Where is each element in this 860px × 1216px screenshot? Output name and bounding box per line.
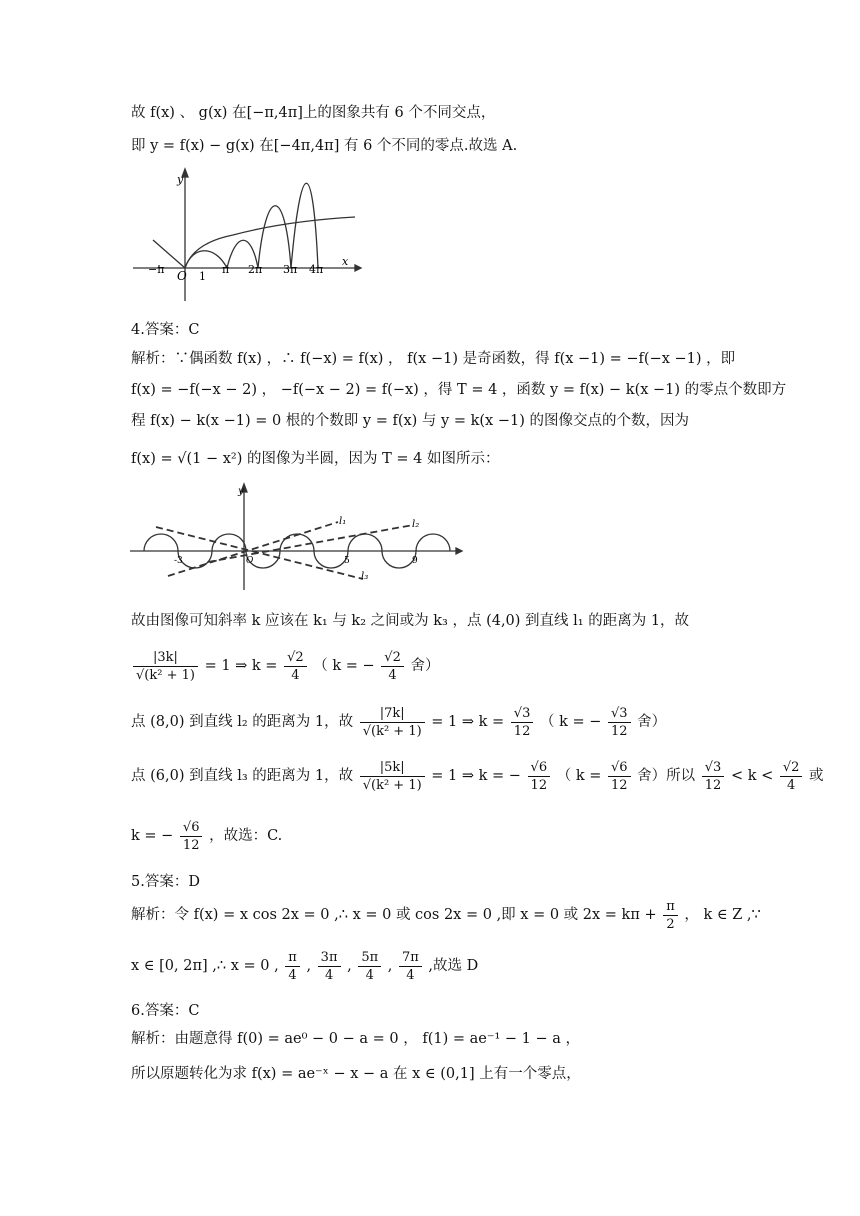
- fraction: $\frac{√2}{4}$: [284, 649, 307, 684]
- fig1-tick-1: 1: [199, 270, 206, 283]
- fig2-l3-label: l₃: [361, 571, 369, 582]
- fraction: $\frac{|7k|}{\text{√(k² + 1)}}$: [360, 705, 425, 740]
- fig2-tick-5: 5: [344, 556, 350, 566]
- fraction: $\frac{√6}{12}$: [528, 759, 551, 794]
- solution-5-line-1: 解析：令 f(x) = x cos 2x = 0 ,∴ x = 0 或 cos 2x = 0 ,即 x = 0 或 2x = kπ + $\frac{\pi}{2}$ ， k ∈ Z ,∵: [131, 898, 761, 932]
- fraction: $\frac{5\pi}{4}$: [358, 949, 381, 984]
- fraction: $\frac{√6}{12}$: [180, 819, 203, 854]
- solution-4-line-3: 程 f(x) − k(x −1) = 0 根的个数即 y = f(x) 与 y = k(x −1) 的图像交点的个数，因为: [131, 413, 689, 429]
- fig2-l2-label: l₂: [412, 519, 420, 530]
- fraction: $\frac{3\pi}{4}$: [318, 949, 341, 984]
- answer-6: 6.答案：C: [131, 1003, 200, 1019]
- fig1-tick-3pi: 3π: [283, 263, 298, 276]
- fraction: $\frac{|5k|}{\text{√(k² + 1)}}$: [360, 759, 425, 794]
- fig1-origin-label: O: [177, 269, 187, 283]
- fig2-origin: O: [246, 556, 254, 566]
- text-line-1: 故 f(x) 、 g(x) 在[−π,4π]上的图象共有 6 个不同交点，: [131, 105, 496, 121]
- solution-4-eq-2: 点 (8,0) 到直线 l₂ 的距离为 1，故 $\frac{|7k|}{\text{√(k² + 1)}}$ = 1 ⇒ k = $\frac{√3}{12}$ （ k = − $\frac{√3}{12}$ 舍）: [131, 705, 667, 739]
- fig1-y-label: y: [177, 173, 184, 186]
- solution-4-eq-4: k = − $\frac{√6}{12}$ ，故选：C.: [131, 819, 283, 853]
- fraction: $\frac{√2}{4}$: [381, 649, 404, 684]
- fig2-tick-9: 9: [412, 556, 418, 566]
- fraction: $\frac{\pi}{4}$: [285, 949, 300, 984]
- answer-4: 4.答案：C: [131, 322, 200, 338]
- fig1-tick-4pi: 4π: [309, 263, 324, 276]
- fig2-l1-label: l₁: [339, 516, 347, 527]
- solution-4-eq-1: $\frac{|3k|}{\text{√(k² + 1)}}$ = 1 ⇒ k = $\frac{√2}{4}$ （ k = − $\frac{√2}{4}$ 舍）: [131, 648, 439, 684]
- fraction: $\frac{√6}{12}$: [608, 759, 631, 794]
- figure-1-graph: [133, 165, 363, 305]
- fraction: $\frac{√3}{12}$: [511, 705, 534, 740]
- text-line-2: 即 y = f(x) − g(x) 在[−4π,4π] 有 6 个不同的零点.故选 A.: [131, 138, 518, 154]
- solution-4-line-1: 解析：∵偶函数 f(x) ，∴ f(−x) = f(x) ， f(x −1) 是奇函数，得 f(x −1) = −f(−x −1) ，即: [131, 351, 736, 367]
- fig1-tick-pi: π: [222, 263, 230, 276]
- fig1-x-label: x: [342, 255, 349, 268]
- fig1-tick-2pi: 2π: [248, 263, 263, 276]
- solution-4-line-5: 故由图像可知斜率 k 应该在 k₁ 与 k₂ 之间或为 k₃ ，点 (4,0) 到直线 l₁ 的距离为 1，故: [131, 613, 690, 629]
- solution-6-line-2: 所以原题转化为求 f(x) = ae⁻ˣ − x − a 在 x ∈ (0,1] 上有一个零点，: [131, 1066, 581, 1082]
- solution-4-line-4: f(x) = √(1 − x²) 的图像为半圆，因为 T = 4 如图所示：: [131, 451, 500, 467]
- fraction: $\frac{\pi}{2}$: [663, 898, 678, 933]
- fraction: $\frac{√2}{4}$: [780, 759, 803, 794]
- solution-5-line-2: x ∈ [0, 2π] ,∴ x = 0 , $\frac{\pi}{4}$ , $\frac{3\pi}{4}$ , $\frac{5\pi}{4}$ , $\frac{7\pi}{4}$ ,故选 D: [131, 949, 479, 983]
- fraction: $\frac{√3}{12}$: [702, 759, 725, 794]
- fig2-y-label: y: [238, 486, 244, 497]
- solution-4-line-2: f(x) = −f(−x − 2) ， −f(−x − 2) = f(−x) ，得 T = 4 ，函数 y = f(x) − k(x −1) 的零点个数即方: [131, 382, 787, 398]
- fraction: $\frac{7\pi}{4}$: [399, 949, 422, 984]
- solution-4-eq-3: 点 (6,0) 到直线 l₃ 的距离为 1，故 $\frac{|5k|}{\text{√(k² + 1)}}$ = 1 ⇒ k = − $\frac{√6}{12}$ （ k = $\frac{√6}{12}$ 舍）所以 $\frac{√3}{12}$ < k < $\frac{√2}{4}$ 或: [131, 759, 824, 793]
- fig2-tick-neg3: -3: [174, 556, 183, 566]
- solution-6-line-1: 解析：由题意得 f(0) = ae⁰ − 0 − a = 0 ， f(1) = ae⁻¹ − 1 − a ，: [131, 1031, 581, 1047]
- fraction: $\frac{√3}{12}$: [608, 705, 631, 740]
- answer-5: 5.答案：D: [131, 874, 200, 890]
- figure-2-graph: [128, 482, 468, 592]
- fig1-tick-neg-pi: −π: [148, 263, 165, 276]
- fraction: $\frac{|3k|}{\text{√(k² + 1)}}$: [133, 649, 198, 684]
